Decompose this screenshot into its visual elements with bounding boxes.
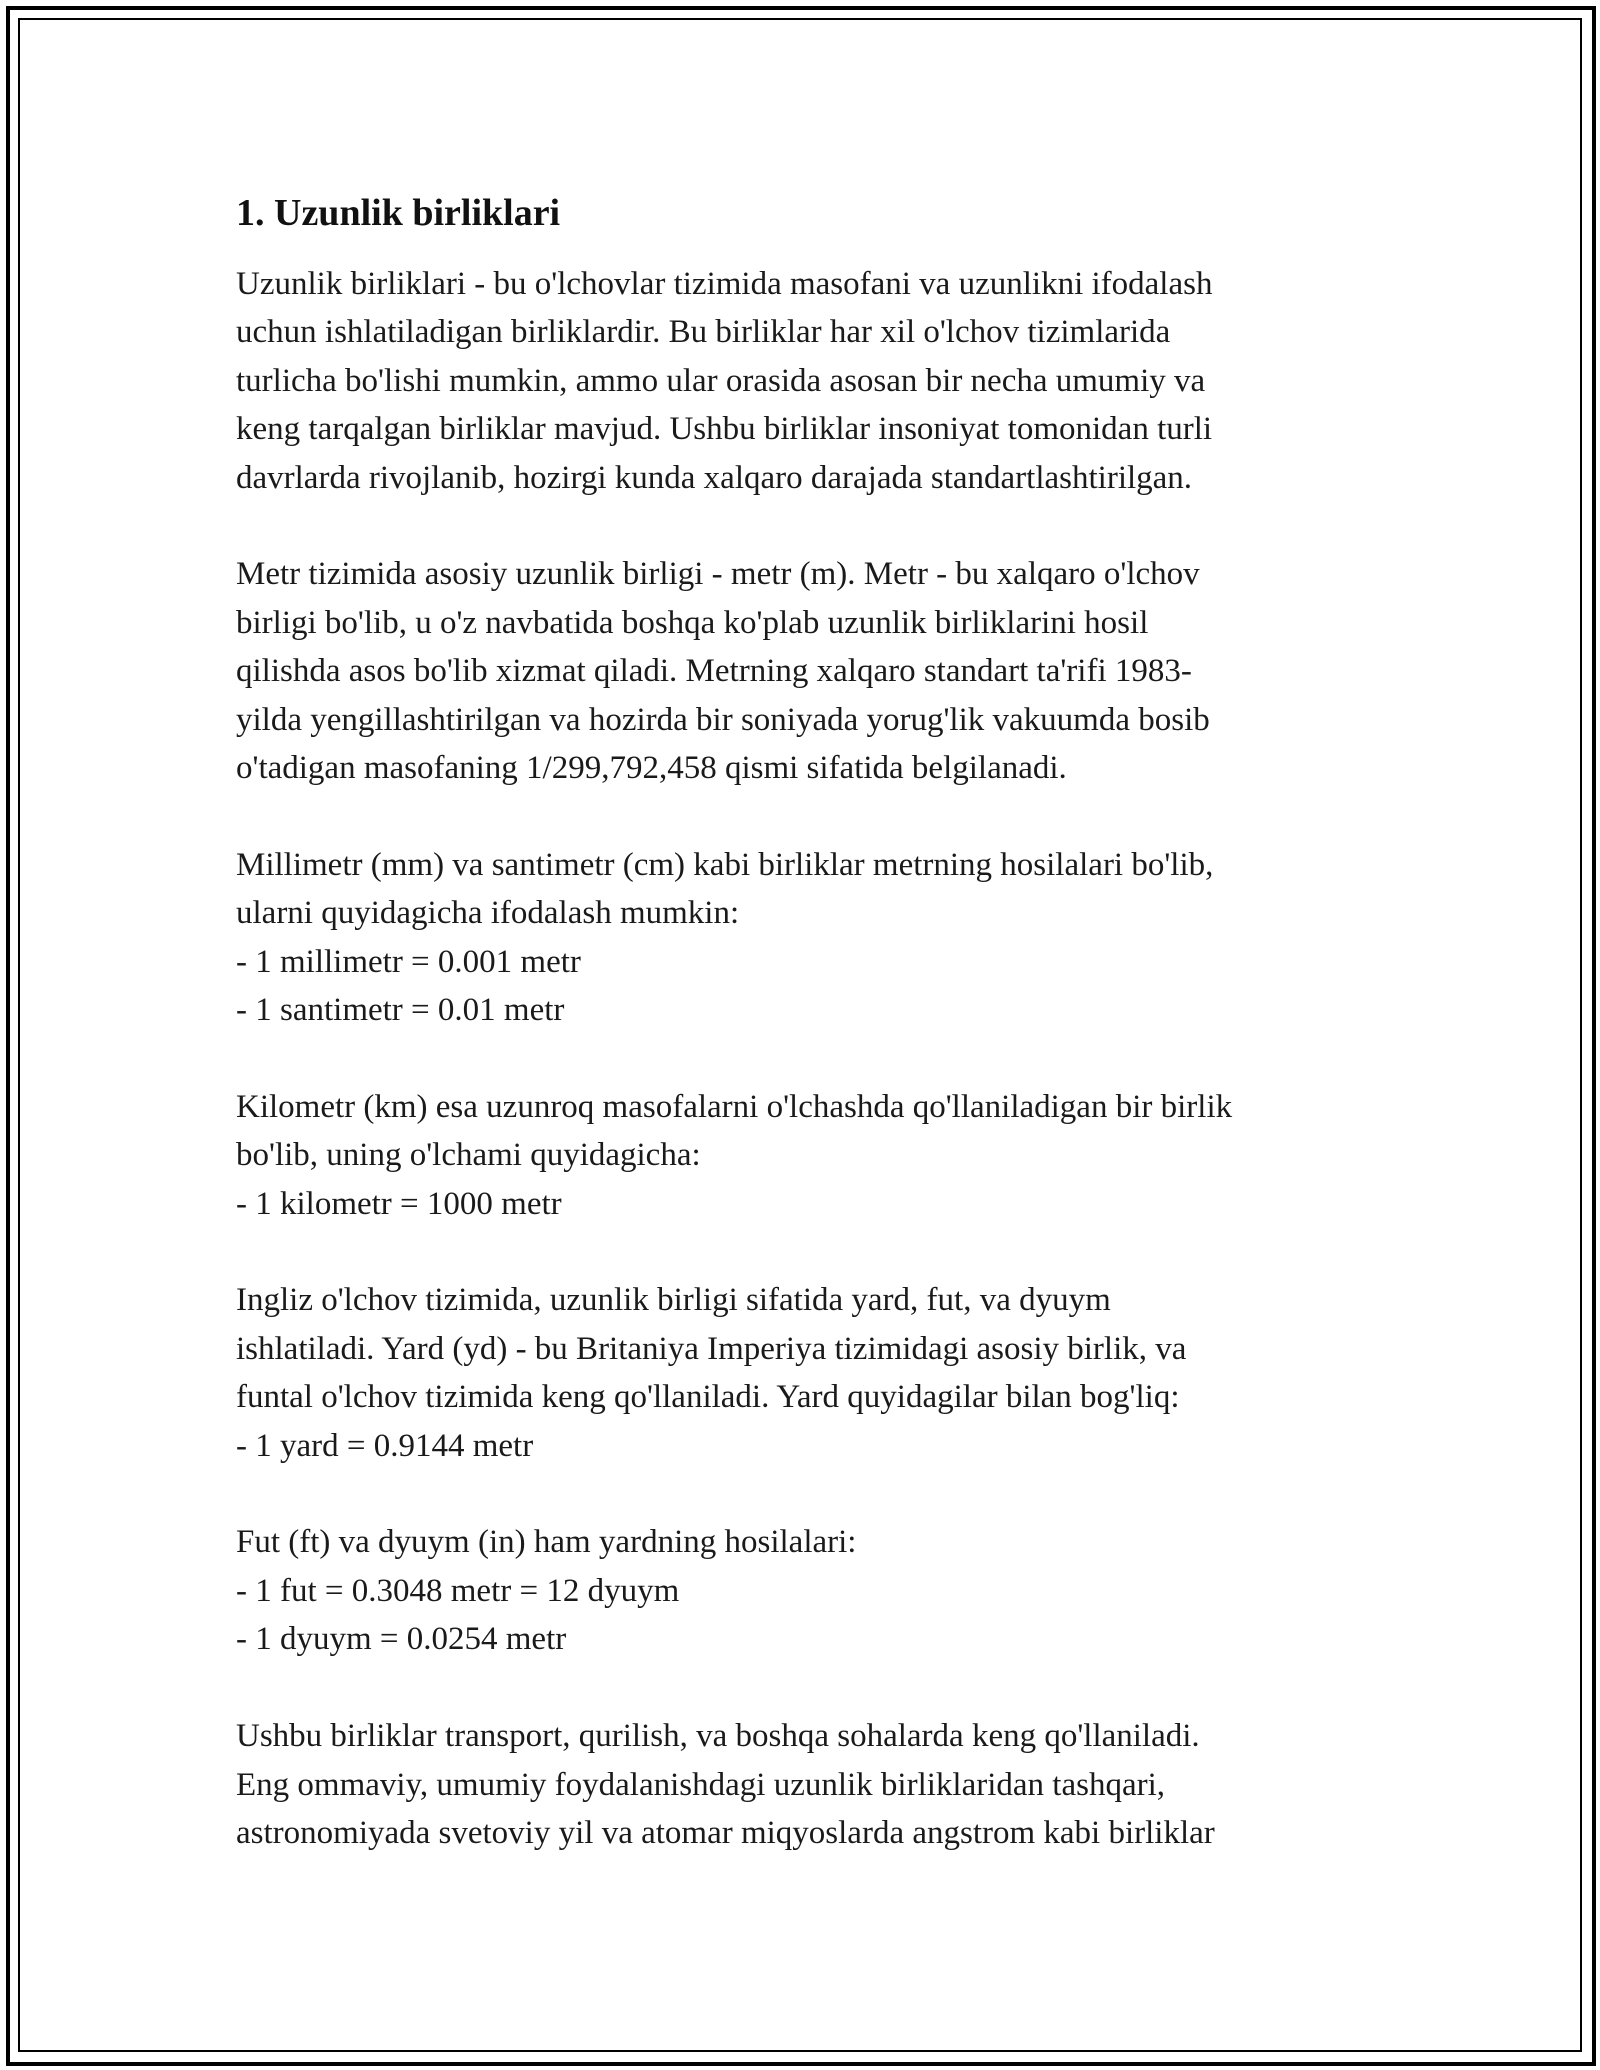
paragraph-line: o'tadigan masofaning 1/299,792,458 qismi sifatida belgilanadi. [236, 750, 1067, 787]
conversion-line: - 1 yard = 0.9144 metr [236, 1427, 534, 1464]
conversion-line: - 1 fut = 0.3048 metr = 12 dyuym [236, 1572, 680, 1609]
paragraph-line: ishlatiladi. Yard (yd) - bu Britaniya Imperiya tizimidagi asosiy birlik, va [236, 1330, 1187, 1367]
paragraph-kilometr [236, 1083, 1366, 1228]
paragraph-intro [236, 260, 1366, 502]
paragraph-millimetr [236, 841, 1366, 1035]
paragraph-line: bo'lib, uning o'lchami quyidagicha: [236, 1137, 701, 1174]
paragraph-line: funtal o'lchov tizimida keng qo'llaniladi. Yard quyidagilar bilan bog'liq: [236, 1379, 1180, 1416]
paragraph-ingliz [236, 1276, 1366, 1470]
paragraph-ushbu [236, 1712, 1366, 1857]
paragraph-fut [236, 1518, 1366, 1663]
document-body [236, 186, 1366, 1906]
paragraph-line: davrlarda rivojlanib, hozirgi kunda xalqaro darajada standartlashtirilgan. [236, 459, 1193, 496]
paragraph-line: qilishda asos bo'lib xizmat qiladi. Metrning xalqaro standart ta'rifi 1983- [236, 653, 1192, 690]
paragraph-line: yilda yengillashtirilgan va hozirda bir soniyada yorug'lik vakuumda bosib [236, 701, 1210, 738]
paragraph-line: ularni quyidagicha ifodalash mumkin: [236, 895, 740, 932]
paragraph-line: Ushbu birliklar transport, qurilish, va boshqa sohalarda keng qo'llaniladi. [236, 1718, 1200, 1755]
paragraph-line: Fut (ft) va dyuym (in) ham yardning hosilalari: [236, 1524, 857, 1561]
conversion-line: - 1 kilometr = 1000 metr [236, 1185, 562, 1222]
paragraph-line: keng tarqalgan birliklar mavjud. Ushbu birliklar insoniyat tomonidan turli [236, 411, 1213, 448]
paragraph-metr [236, 550, 1366, 792]
conversion-line: - 1 santimetr = 0.01 metr [236, 992, 565, 1029]
paragraph-line: uchun ishlatiladigan birliklardir. Bu birliklar har xil o'lchov tizimlarida [236, 314, 1171, 351]
paragraph-line: Eng ommaviy, umumiy foydalanishdagi uzunlik birliklaridan tashqari, [236, 1766, 1166, 1803]
paragraph-line: Uzunlik birliklari - bu o'lchovlar tizimida masofani va uzunlikni ifodalash [236, 266, 1213, 302]
section-heading: 1. Uzunlik birliklari [236, 192, 561, 234]
conversion-line: - 1 millimetr = 0.001 metr [236, 943, 581, 980]
paragraph-line: birligi bo'lib, u o'z navbatida boshqa ko'plab uzunlik birliklarini hosil [236, 604, 1149, 641]
paragraph-line: Millimetr (mm) va santimetr (cm) kabi birliklar metrning hosilalari bo'lib, [236, 846, 1214, 883]
paragraph-line: astronomiyada svetoviy yil va atomar miqyoslarda angstrom kabi birliklar [236, 1814, 1215, 1851]
paragraph-line: Metr tizimida asosiy uzunlik birligi - metr (m). Metr - bu xalqaro o'lchov [236, 556, 1200, 593]
paragraph-line: turlicha bo'lishi mumkin, ammo ular orasida asosan bir necha umumiy va [236, 362, 1206, 399]
paragraph-line: Ingliz o'lchov tizimida, uzunlik birligi sifatida yard, fut, va dyuym [236, 1282, 1111, 1319]
paragraph-line: Kilometr (km) esa uzunroq masofalarni o'lchashda qo'llaniladigan bir birlik [236, 1088, 1233, 1125]
conversion-line: - 1 dyuym = 0.0254 metr [236, 1621, 567, 1658]
